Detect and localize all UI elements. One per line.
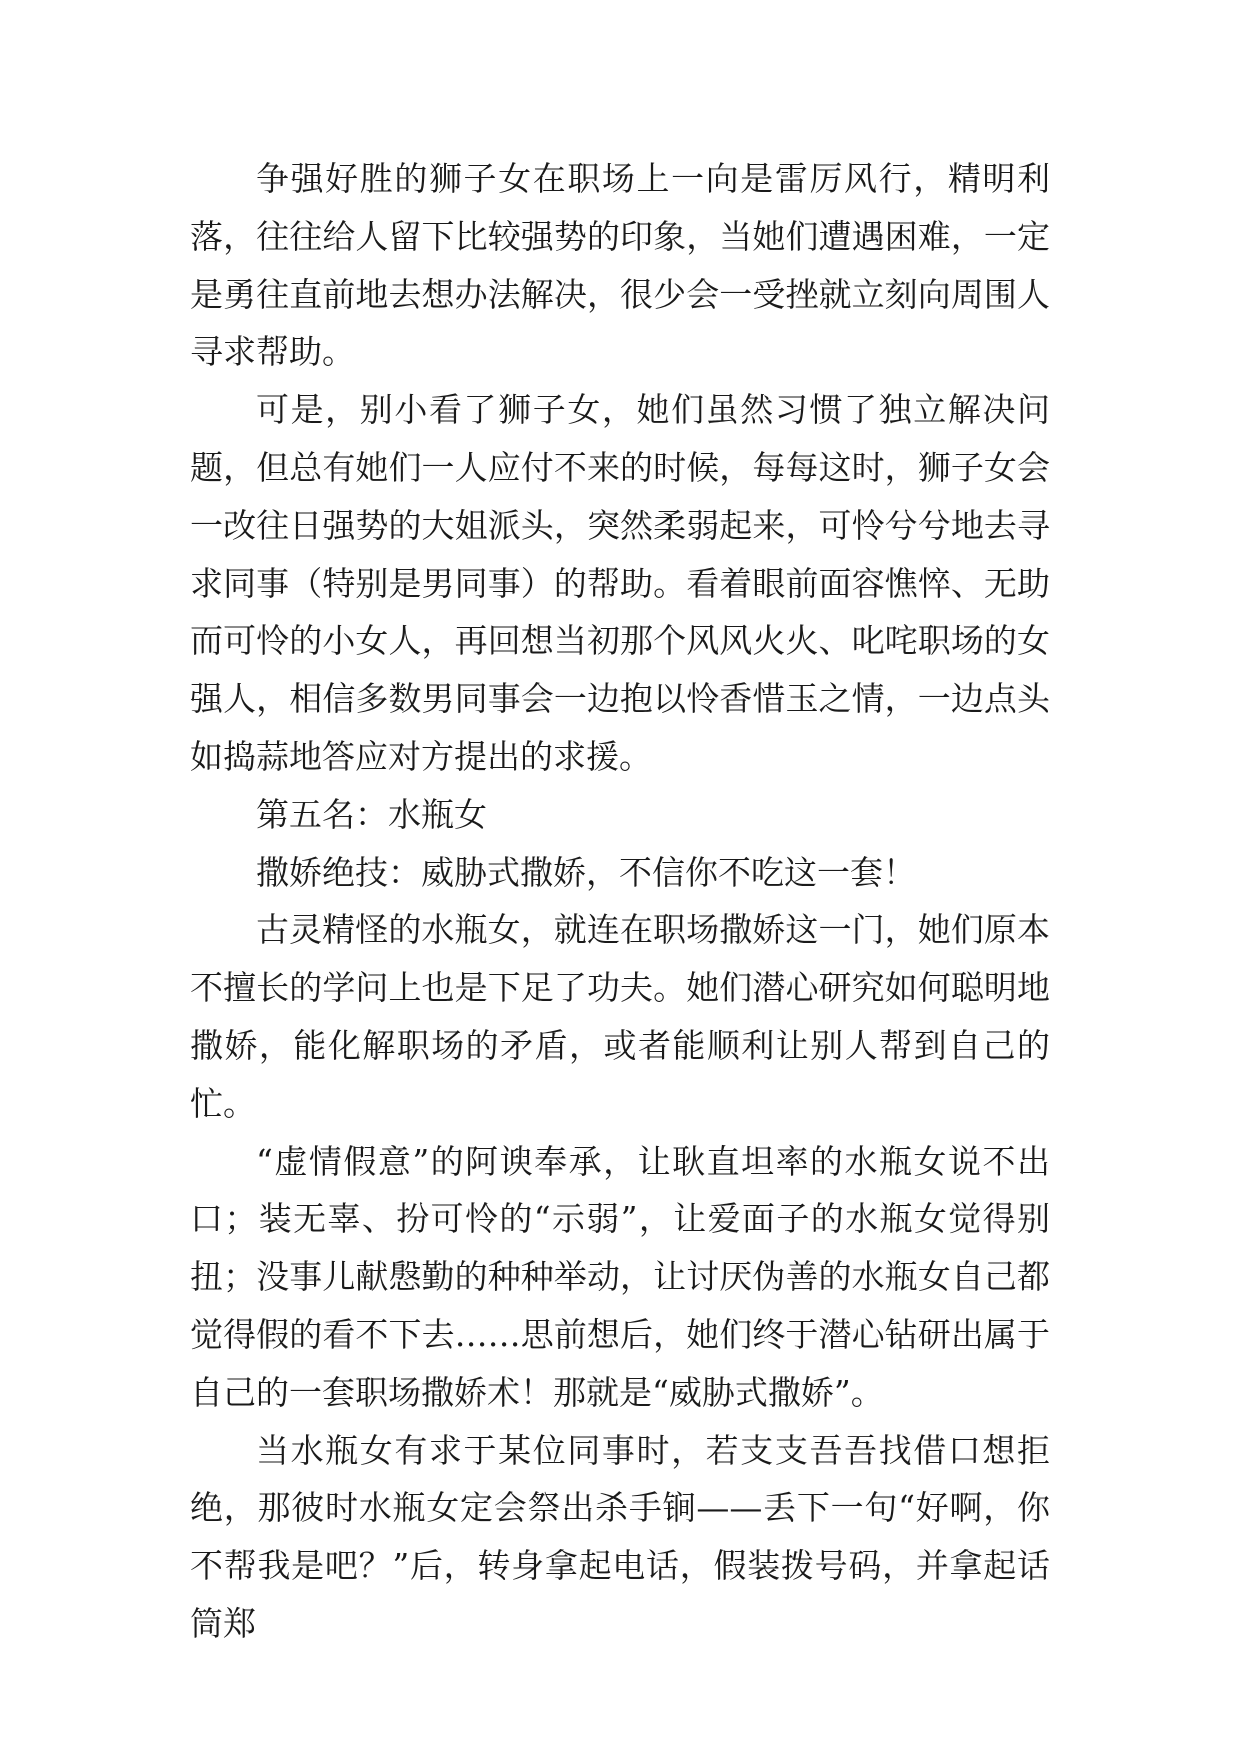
- paragraph-aquarius-intro: 古灵精怪的水瓶女，就连在职场撒娇这一门，她们原本不擅长的学问上也是下足了功夫。她们潜心研究如何聪明地撒娇，能化解职场的矛盾，或者能顺利让别人帮到自己的忙。: [190, 910, 1050, 1123]
- paragraph-aquarius-detail: “虚情假意”的阿谀奉承，让耿直坦率的水瓶女说不出口；装无辜、扮可怜的“示弱”，让爱面子的水瓶女觉得别扭；没事儿献慇勤的种种举动，让讨厌伪善的水瓶女自己都觉得假的看不下去……思前想后，她们终于潜心钻研出属于自己的一套职场撒娇术！那就是“威胁式撒娇”。: [190, 1141, 1050, 1412]
- paragraph-leo-intro: 争强好胜的狮子女在职场上一向是雷厉风行，精明利落，往往给人留下比较强势的印象，当她们遭遇困难，一定是勇往直前地去想办法解决，很少会一受挫就立刻向周围人寻求帮助。: [190, 159, 1050, 372]
- document-body: [190, 150, 1050, 1653]
- section-heading-rank-five: 第五名：水瓶女: [256, 794, 487, 834]
- paragraph-leo-detail: 可是，别小看了狮子女，她们虽然习惯了独立解决问题，但总有她们一人应付不来的时候，每每这时，狮子女会一改往日强势的大姐派头，突然柔弱起来，可怜兮兮地去寻求同事（特别是男同事）的帮助。看着眼前面容憔悴、无助而可怜的小女人，再回想当初那个风风火火、叱咤职场的女强人，相信多数男同事会一边抱以怜香惜玉之情，一边点头如捣蒜地答应对方提出的求援。: [190, 390, 1050, 776]
- paragraph-aquarius-example: 当水瓶女有求于某位同事时，若支支吾吾找借口想拒绝，那彼时水瓶女定会祭出杀手锏——丢下一句“好啊，你不帮我是吧？”后，转身拿起电话，假装拨号码，并拿起话筒郑: [190, 1430, 1050, 1643]
- section-subheading-technique: 撒娇绝技：威胁式撒娇，不信你不吃这一套！: [256, 852, 916, 892]
